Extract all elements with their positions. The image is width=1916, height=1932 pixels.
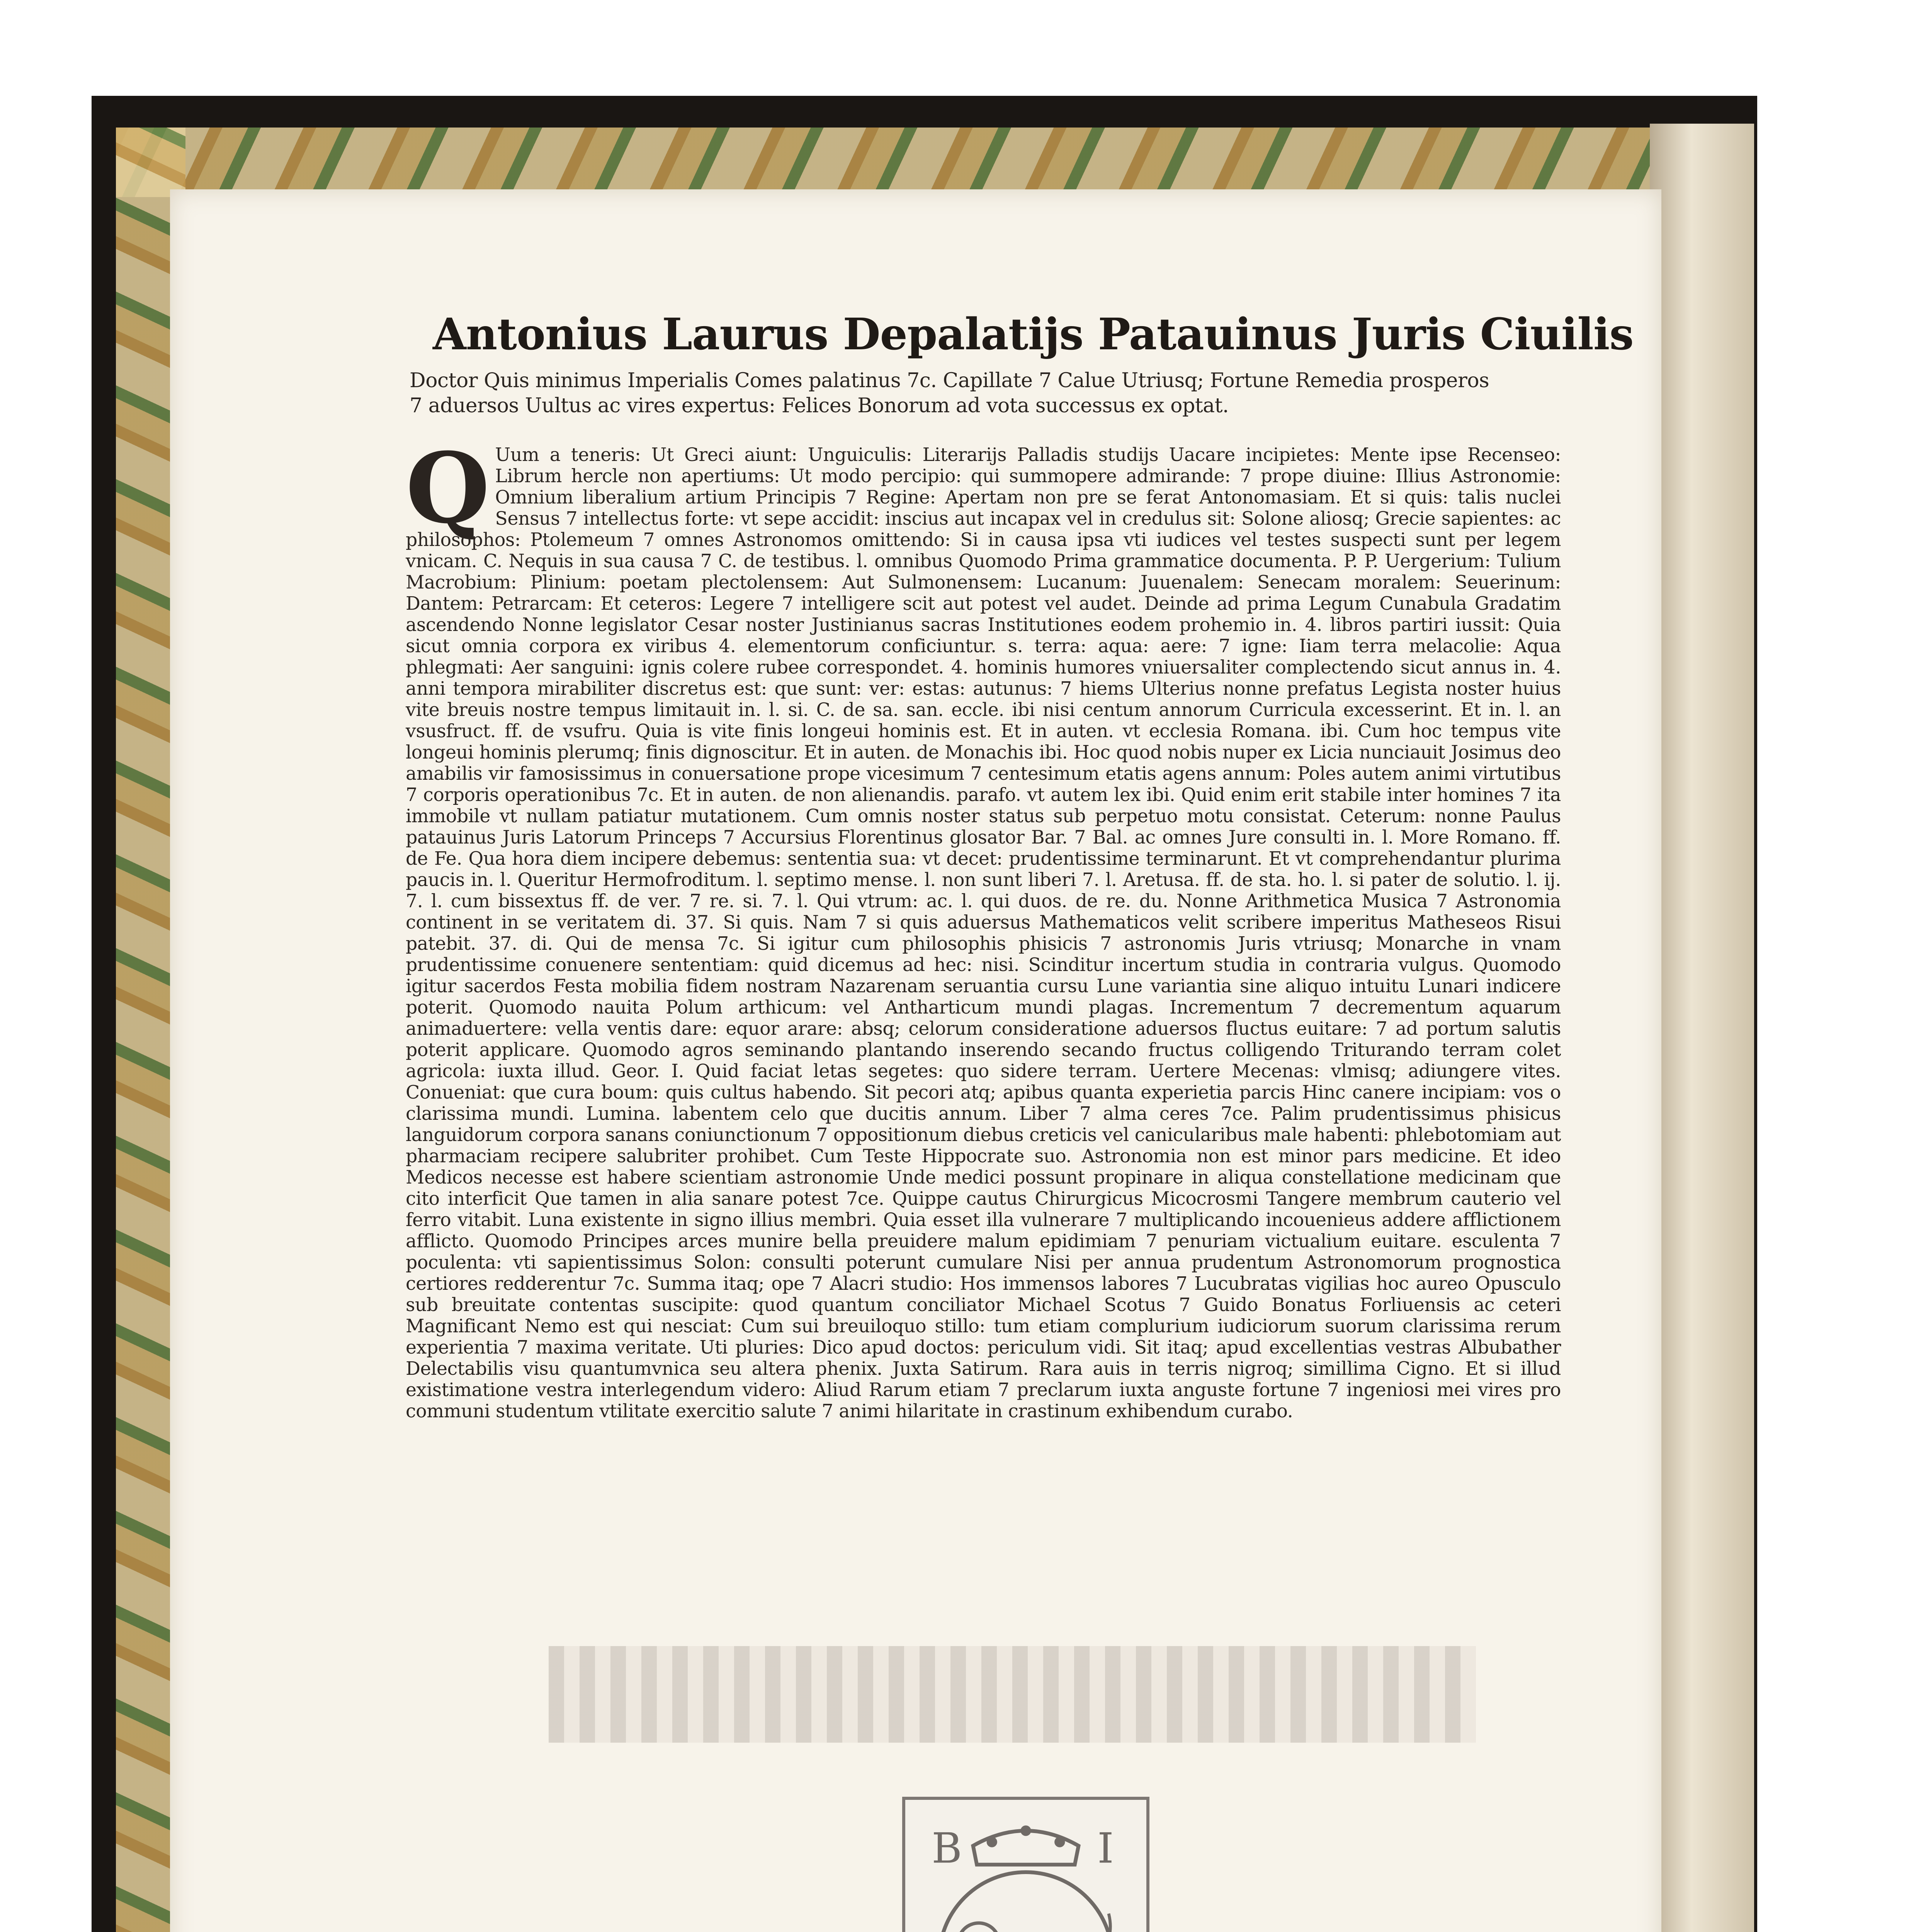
printer-device-woodcut: [902, 1797, 1149, 1932]
facing-page-edge: [1650, 124, 1754, 1932]
subtitle-line-1: Doctor Quis minimus Imperialis Comes palatinus 7c. Capillate 7 Calue Utriusq; Fortune Remedia prosperos: [410, 369, 1489, 392]
subtitle-line-2: 7 aduersos Uultus ac vires expertus: Felices Bonorum ad vota successus ex optat.: [410, 394, 1229, 417]
body-text: QUum a teneris: Ut Greci aiunt: Unguiculis: Literarijs Palladis studijs Uacare incipietes: Mente ipse Recenseo: Librum hercle non apertiums: Ut modo percipio: qui summopere admirande: 7 prope diuine: Illius Astronomie: Omnium liberalium artium Principis 7 Regine: Apertam non pre se ferat Antonomasiam. Et si quis: talis nuclei Sensus 7 intellectus forte: vt sepe accidit: inscius aut incapax vel in credulus sit: Solone aliosq; Grecie sapientes: ac philosophos: Ptolemeum 7 omnes Astronomos omittendo: Si in causa ipsa vti iudices vel testes suspecti sunt per legem vnicam. C. Nequis in sua causa 7 C. de testibus. l. omnibus Quomodo Prima grammatice documenta. P. P. Uergerium: Tulium Macrobium: Plinium: poetam plectolensem: Aut Sulmonensem: Lucanum: Juuenalem: Senecam moralem: Seuerinum: Dantem: Petrarcam: Et ceteros: Legere 7 intelligere scit aut potest vel audet. Deinde ad prima Legum Cunabula Gradatim ascendendo Nonne legislator Cesar noster Justinianus sacras Institutiones eodem prohemio in. 4. libros partiri iussit: Quia sicut omnia corpora ex viribus 4. elementorum conficiuntur. s. terra: aqua: aere: 7 igne: Iiam terra melacolie: Aqua phlegmati: Aer sanguini: ignis colere rubee correspondet. 4. hominis humores vniuersaliter complectendo sicut annus in. 4. anni tempora mirabiliter discretus est: que sunt: ver: estas: autunus: 7 hiems Ulterius nonne prefatus Legista noster huius vite breuis nostre tempus limitauit in. l. si. C. de sa. san. eccle. ibi nisi centum annorum Curricula excesserint. Et in. l. an vsusfruct. ff. de vsufru. Quia is vite finis longeui hominis est. Et in auten. vt ecclesia Romana. ibi. Cum hoc tempus vite longeui hominis plerumq; finis dignoscitur. Et in auten. de Monachis ibi. Hoc quod nobis nuper ex Licia nunciauit Josimus deo amabilis vir famosissimus in conuersatione prope vicesimum 7 centesimum etatis agens annum: Poles autem animi virtutibus 7 corporis operationibus 7c. Et in auten. de non alienandis. parafo. vt autem lex ibi. Quid enim erit stabile inter homines 7 ita immobile vt nullam patiatur mutationem. Cum omnis noster status sub perpetuo motu consistat. Ceterum: nonne Paulus patauinus Juris Latorum Princeps 7 Accursius Florentinus glosator Bar. 7 Bal. ac omnes Jure consulti in. l. More Romano. ff. de Fe. Qua hora diem incipere debemus: sententia sua: vt decet: prudentissime terminarunt. Et vt comprehendantur plurima paucis in. l. Queritur Hermofroditum. l. septimo mense. l. non sunt liberi 7. l. Aretusa. ff. de sta. ho. l. si pater de solutio. l. ij. 7. l. cum bissextus ff. de ver. 7 re. si. 7. l. Qui vtrum: ac. l. qui duos. de re. du. Nonne Arithmetica Musica 7 Astronomia continent in se veritatem di. 37. Si quis. Nam 7 si quis aduersus Mathematicos velit scribere imperitus Matheseos Risui patebit. 37. di. Qui de mensa 7c. Si igitur cum philosophis phisicis 7 astronomis Juris vtriusq; Monarche in vnam prudentissime conuenere sententiam: quid dicemus ad hec: nisi. Scinditur incertum studia in contraria vulgus. Quomodo igitur sacerdos Festa mobilia fidem nostram Nazarenam seruantia cursu Lune variantia sine aliquo intuitu Lunari indicere poterit. Quomodo nauita Polum arthicum: vel Antharticum mundi plagas. Incrementum 7 decrementum aquarum animaduertere: vella ventis dare: equor arare: absq; celorum consideratione aduersos fluctus euitare: 7 ad portum salutis poterit applicare. Quomodo agros seminando plantando inserendo secando fructus colligendo Triturando terram colet agricola: iuxta illud. Geor. I. Quid faciat letas segetes: quo sidere terram. Uertere Mecenas: vlmisq; adiungere vites. Conueniat: que cura boum: quis cultus habendo. Sit pecori atq; apibus quanta experietia parcis Hinc canere incipiam: vos o clarissima mundi. Lumina. labentem celo que ducitis annum. Liber 7 alma ceres 7ce. Palim prudentissimus phisicus languidorum corpora sanans coniunctionum 7 oppositionum diebus creticis vel canicularibus male habenti: phlebotomiam aut pharmaciam recipere salubriter prohibet. Cum Teste Hippocrate suo. Astronomia non est minor pars medicine. Et ideo Medicos necesse est habere scientiam astronomie Unde medici possunt propinare in aliqua constellatione medicinam que cito interficit Que tamen in alia sanare potest 7ce. Quippe cautus Chirurgicus Micocrosmi Tangere membrum cauterio vel ferro vitabit. Luna existente in signo illius membri. Quia esset illa vulnerare 7 multiplicando incouenieus addere afflictionem afflicto. Quomodo Principes arces munire bella preuidere malum epidimiam 7 penuriam victualium euitare. esculenta 7 poculenta: vti sapientissimus Solon: consulti poterunt cumulare Nisi per annua prudentum Astronomorum prognostica certiores redderentur 7c. Summa itaq; ope 7 Alacri studio: Hos immensos labores 7 Lucubratas vigilias hoc aureo Opusculo sub breuitate contentas suscipite: quod quantum conciliator Michael Scotus 7 Guido Bonatus Forliuensis ac ceteri Magnificant Nemo est qui nesciat: Cum sui breuiloquo stillo: tum etiam complurium iudiciorum suorum clarissima rerum experientia 7 maxima veritate. Uti pluries: Dico apud doctos: periculum vidi. Sit itaq; apud excellentias vestras Albubather Delectabilis visu quantumvnica seu altera phenix. Juxta Satirum. Rara auis in terris nigroq; simillima Cigno. Et si illud existimatione vestra interlegendum videro: Aliud Rarum etiam 7 preclarum iuxta anguste fortune 7 ingeniosi mei vires pro communi studentum vtilitate exercitio salute 7 animi hilaritate in crastinum exhibendum curabo.: [406, 431, 1561, 1422]
show-through-woodcut: [549, 1646, 1476, 1743]
binding-border-top: [116, 128, 1681, 197]
device-letter-b: B: [932, 1824, 962, 1873]
page-title: Antonius Laurus Depalatijs Patauinus Juris Ciuilis: [433, 309, 1634, 360]
printer-device-icon: [905, 1800, 1146, 1932]
device-letter-i: I: [1097, 1824, 1114, 1873]
